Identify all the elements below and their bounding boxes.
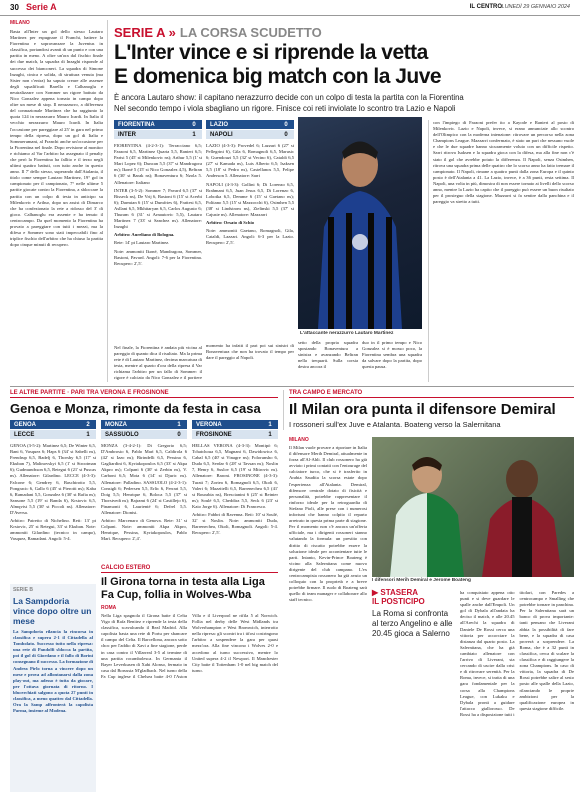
mercato-subhead: I rossoneri sull'ex Juve e Atalanta. Boateng verso la Salernitana	[289, 420, 501, 429]
away-team: SASSUOLO	[105, 432, 139, 438]
photo-text-1: momento ha infatti il pari poi sui sinistri di Bonaventura che non ha trovato il tempo per dare il pareggio al Napoli.	[206, 343, 294, 361]
lautaro-photo	[298, 117, 422, 329]
stasera-box	[372, 588, 456, 793]
main-headline-2: E domenica big match con la Juve	[114, 65, 442, 88]
genoa-lineups: GENOA (3-5-2): Martinez 6,5; De Winter 6,5, Bani 6, Vasquez 6; Haps 6 (34' st Sabelli ns), Frendrup 6,5, Badelj 6, Thorsby 6,5 (17' st Ekuban 7), Malinovskyi 6,5 (1' st Strootman 6); Gudmundsson 6,5, Retegui 6 (21' st Puscas ns). Allenatore: Gilardino. LECCE (4-3-3): Falcone 6; Gendrey 6, Baschirotto 5,5, Pongracic 6, Gallo 6 (45' st Pierotti ns); Kaba 6, Ramadani 5,5, Gonzalez 6 (30' st Rafia ns); Sansone 5,5 (19' st Banda 6), Krstovic 6,5, Almqvist 5,5 (30' st Piccoli ns). Allenatore: D'Aversa.	[10, 443, 96, 516]
lineup-fiorentina: FIORENTINA (4-2-3-1): Terracciano 6,5; Faraoni 6,5, Martinez Quarta 5,5, Ranieri 6,5; Parisi 5 (45' st Milenkovic ns); Arthur 5,5 (1' st Mari Lopez 6); Duncan 5,5 (37' st Mandragora ns); Ikoné 5 (15' st Nico Gonzalez 4,5), Beltran 6 (30' st Barak ns); Bonaventura 6; Nzola 5. Allenatore: Italiano	[114, 143, 202, 185]
score-home-row	[101, 420, 187, 430]
score-away-row	[206, 130, 294, 140]
stasera-title: IL POSTICIPO	[372, 597, 425, 606]
kicker: SERIE A »	[114, 25, 176, 40]
mid-narrative: Nel finale, la Fiorentina è andata più vicina al pareggio di quanto dica il risultato. Ma la prima rete è di Lautaro Martinez, decima marcatura di testa, mentre al quarto d'ora della ripresa il Var richiama l'arbitro per un fallo di Sommer: il rigore è calciato da Nico Gonzalez e il portiere	[114, 345, 202, 381]
mercato-header	[283, 390, 574, 430]
calcio-estero-dateline: ROMA	[101, 605, 117, 611]
score-home-row	[114, 120, 202, 130]
section-divider	[10, 386, 574, 387]
verona-lineups: HELLAS VERONA (4-3-3): Montipò 6; Tchatchoua 6,5, Magnani 6, Dawidowicz 6, Cabal 6,5 (40' st Vinagre ns); Folorunsho 6, Duda 6,5, Serdar 6 (28' st Tavsan ns); Noslin 7, Henry 6, Suslov 6,5 (19' st Mitrovic ns). Allenatore: Baroni. FROSINONE (4-3-3): Turati 7; Zortea 6, Romagnoli 6,5, Okoli 6, Valeri 6; Mazzitelli 6,5, Barrenechea 6,5 (41' st Bourabia ns), Brescianini 6 (25' st Reinier ns); Soulé 6,5, Cheddira 5,5, Seck 6 (23' st Kaio Jorge 6). Allenatore: Di Francesco.	[192, 443, 278, 509]
serie-b-text: La Sampdoria rilancia la rincorsa in classifica e supera 2-1 il Cittadella al Tombolato. Successo tutto nella ripresa: una rete di Pandolfi sblocca la partita, poi il gol di Giordano e il fallo di Borini consegnano il successo. La formazione di Andrea Pirlo torna a vincere dopo un mese e prova ad allontanarsi dalla zona play-out, ma adesso è tutta da giocare, per l'ottava giornata di ritorno. I blucerchiati salgono a quota 27 punti in classifica, a meno quattro dal Cittadella. Ora la Samp affronterà la capolista Parma, insieme al Modena.	[13, 629, 93, 714]
stasera-tag-label: STASERA	[380, 588, 419, 597]
away-score: 1	[268, 432, 272, 438]
page-header	[0, 0, 580, 16]
monza-lineups: MONZA (3-4-2-1): Di Gregorio 6,5; D'Ambrosio 6, Pablo Marì 6,5, Caldirola 6 (42' st Izzo ns); Birindelli 6,5, Pessina 6, Gagliardini 6, Kyriakopoulos 6,5 (33' st Akpa Akpro ns); Colpani 6 (30' st Zerbin ns), V. Carboni 6,5; Mota 6 (14' st Djuric ns). Allenatore: Palladino. SASSUOLO (4-2-3-1): Consigli 6; Pedersen 5,5, Erlic 6, Ferrari 5,5, Doig 5,5; Henrique 6, Boloca 5,5 (37' st Thorstvedt ns); Bajrami 6 (24' st Castillejo 6), Pinamonti 6, Laurienté 6; Defrel 5,5. Allenatore: Dionisi.	[101, 443, 187, 516]
monza-notes: Arbitro: Marcenaro di Genova. Rete: 31' st Colpani. Note: ammoniti Akpa Akpro, Henrique, Pessina, Kyriakopoulos, Pablo Marì. Recupero: 2',4'.	[101, 518, 187, 542]
score-away-row	[114, 130, 202, 140]
lautaro-photo-caption: L'attaccante nerazzurro Lautaro Martinez	[300, 331, 394, 336]
match-notes: Note: ammoniti Ikoné, Mandragora, Sommer, Bastoni, Pavard. Angoli: 7-6 per la Fiorentina. Recupero: 2',5'.	[114, 248, 202, 266]
away-score: 1	[192, 132, 196, 138]
stasera-tag	[372, 588, 456, 597]
genoa-notes: Arbitro: Pairetto di Nichelino. Reti: 13' pt Krstovic, 25' st Retegui, 33' st Ekuban. Note: ammoniti Gilardino (tecnico in campo), Vasquez, Ramadani. Angoli: 5-4.	[10, 518, 96, 542]
lineup-lazio: LAZIO (4-3-3): Provedel 6; Lazzari 6 (27' st Pellegrini 6), Gila 6, Romagnoli 6,5, Marusic 6; Guendouzi 5,5 (32' st Vecino 6), Cataldi 6,5 (27' st Kamada ns), Luis Alberto 6,5; Isaksen 5,5 (18' st Pedro ns), Castellanos 5,5, Felipe Anderson 5. Allenatore: Sarri	[206, 143, 294, 179]
home-score: 0	[192, 122, 196, 128]
score-box-lazio-napoli	[206, 120, 294, 140]
players-figure-icon	[372, 437, 574, 577]
lazio-napoli-lineups	[206, 143, 294, 343]
away-score: 0	[177, 432, 181, 438]
other-matches-section	[10, 390, 278, 416]
home-score: 1	[177, 422, 181, 428]
left-column-text: Basta all'Inter un gol dello stesso Lautaro Martinez per espugnare il Franchi, battere la Fiorentina e sopravanzare la Juventus in classifica, portandosi avanti di un punto e con una partita in meno. A oltre un'ora dal fischio finale dei due match, la squadra di Inzaghi risponde al successo dei bianconeri. La squadra di Simone Inzaghi, cinica e solida, di struttura venuta (ma Sister non c'entra) ha saputo creare alle assenze degli squalificati Barella e Calhanoglu e neutralizzare con Sommer un rigore battuto da Nico Gonzalez appena tornato in campo dopo oltre un mese di stop. Il nerazzurro, a differenza del connazionale Martinez che ha raggiunto la quota 124 in nerazzurro Mauro Icardi. In Italia il vecchio nerazzurro Mauro Icardi. In Italia l'occasione per pareggiare al 25' in gara nel primo tempo della ripresa, dopo un gol di Italia e Sommerumani, al Franchi anche un'occasione per la Fiorentina nel finale. Dopo revisione al monitor e richiamo al Var l'arbitro ha assegnato il penalty che però la Fiorentina ha fallito e il terzo negli ultimi quattro battuti, con tutto anche in questo anno. Il 7' dello stesso, superando dall'Atalanta, il titolo come sempre Lautaro Martinez, 19° gol in campionato per il campionato, 7° nelle ultime 5 partite giocate contro la Fiorentina, a sbloccare la partita con un colpo di testa in anticipo su Milenkovic e Arthur, dopo un assist di Dimarco che ha confezionato la rete a ridosso del 3' di gioco. Calhanoglu era assente e ha tenuto il centrocampo. Da quel momento la Fiorentina ha provato a pareggiare con tutti i mezzi, ma la difesa e Sommer sono stati impeccabili fino al triplice fischio dell'arbitro che ha chiuso la partita dopo cinque minuti di recupero.	[10, 29, 103, 248]
photo-text-3: duo in il primo tempo e Nico Gonzalez si è mosso poco, la Fiorentina sembra una squadra da salvare dopo la partita, dopo questa pausa.	[362, 340, 422, 370]
score-away-row	[192, 430, 278, 440]
home-team: LAZIO	[210, 122, 228, 128]
home-score: 1	[268, 422, 272, 428]
verona-frosinone-report	[192, 443, 278, 563]
home-team: MONZA	[105, 422, 127, 428]
other-matches-tag: LE ALTRE PARTITE · PARI TRA VERONA E FROSINONE	[10, 390, 278, 398]
away-team: LECCE	[14, 432, 35, 438]
score-box-fiorentina-inter	[114, 120, 202, 140]
genoa-lecce-report	[10, 443, 96, 578]
away-score: 1	[86, 432, 90, 438]
score-away-row	[101, 430, 187, 440]
lead-line-2: Nel secondo tempo i viola sbagliano un rigore. Finisce coi reti inviolate lo scontro tra Lazio e Napoli	[114, 104, 456, 113]
away-team: FROSINONE	[196, 432, 232, 438]
verona-notes: Arbitro: Fabbri di Ravenna. Reti: 10' st Soulé, 32' st Noslin. Note: ammoniti Duda, Barrenechea, Okoli, Romagnoli. Angoli: 5-4. Recupero: 2',5'.	[192, 512, 278, 536]
photo-text-2: setto della propria squadra spostando Bonaventura a sinistra e avanzando Beltran nella trequarti. Sulla corsia destra ancora il	[298, 340, 358, 370]
kicker-sub: LA CORSA SCUDETTO	[179, 25, 322, 40]
home-team: GENOA	[14, 422, 37, 428]
referee: Arbitro: Orsato di Schio	[206, 220, 255, 226]
mercato-headline: Il Milan ora punta il difensore Demiral	[289, 401, 556, 418]
main-story-kicker	[114, 24, 574, 42]
page-number: 30	[10, 3, 19, 12]
home-score: 2	[86, 422, 90, 428]
home-team: VERONA	[196, 422, 222, 428]
score-home-row	[10, 420, 96, 430]
right-column-text: con l'impiego di Faraoni prefer ito a Kayode e Ranieri al posto di Milenkovic. Lazio e Napoli, invece, si erano annunciate allo scontro dell'Olimpico con la moderna intenzione: ritrovare un percorso nella zona Champions League. Mazzarri confermato, è stato un pari che nessuno vuole e che le due squadre hanno sicuramente voluto con un difficile rispetto. Sarri ritrova Isaksen e la squadra gioca con la difesa, ma alla fine non c'è stato il gol che avrebbe potuto la differenza. Il Napoli, senza Osimhen, ritrova una squadra prima delle quattro che lo scorso anno ha fatto tremare il campionato. Il Napoli, rimane a quattro punti dalla zona Europa e il quinto posto è dell'Atalanta a 41. La Lazio, invece, è a 36 punti, resta settima. Il Napoli, una volta in più, dimostra di non essere tornato ai livelli dello scorso anno, mentre la Lazio ha capito che il pareggio può essere un buon risultato per il prosieguo della stagione. Mazzarri si fa sentire dalla panchina e il pareggio va stretto a tutti.	[428, 120, 574, 382]
home-team: FIORENTINA	[118, 122, 155, 128]
main-headline-1: L'Inter vince e si riprende la vetta	[114, 41, 428, 64]
lead-line-1: È ancora Lautaro show: il capitano nerazzurro decide con un colpo di testa la partita con la Fiorentina	[114, 93, 464, 102]
lineup-inter: INTER (3-5-2): Sommer 7; Pavard 6,5 (37' st Bisseck ns), De Vrij 6, Bastoni 6 (15' st Acerbi 6); Darmian 6 (15' st Dumfries 6), Frattesi 6,5, Asllani 6,5, Mkhitaryan 6,5, Carlos Augusto 6; Thuram 6 (31' st Arnautovic 5,5), Lautaro Martinez 7 (33' st Sanchez ns). Allenatore: Inzaghi	[114, 187, 202, 230]
away-team: INTER	[118, 132, 136, 138]
stasera-text: La Roma si confronta al terzo Angelino e alle 20.45 gioca a Salerno	[372, 609, 453, 638]
fiorentina-inter-lineups	[114, 143, 202, 345]
mercato-dateline: MILANO	[289, 437, 309, 443]
section-title: Serie A	[26, 2, 57, 12]
lineup-napoli: NAPOLI (4-3-3): Gollini 6; Di Lorenzo 6,5, Rrahmani 6,5, Juan Jesus 6,5, Di Lorenzo 6, Lobotka 6,5, Demme 6 (15' st Gaetano ns); Politano 5,5 (15' st Mazzocchi 6), Osimhen 5,5 (38' st Lindstrom ns), Zielinski 5,5 (37' st Cajuste ns). Allenatore: Mazzarri	[206, 181, 294, 218]
score-box-genoa-lecce	[10, 420, 96, 440]
serie-b-tag: SERIE B	[13, 587, 34, 593]
away-score: 0	[284, 132, 288, 138]
mercato-text: Il Milan vuole provare a riportare in Italia il difensore Merih Demiral, attualmente in forza all'Al-Ahli. Il club rossonero ha già avviato i primi contatti con l'entourage del calciatore turco, che si è trasferito in Arabia Saudita la scorsa estate dopo l'esperienza all'Atalanta. Demiral, difensore centrale dotato di fisicità e personalità, potrebbe rappresentare il rinforzo ideale per la retroguardia di Stefano Pioli, alle prese con i numerosi infortuni che hanno colpito il reparto arretrato in questa prima parte di stagione. Per il momento non c'è ancora un'offerta ufficiale, ma i dirigenti rossoneri stanno valutando la formula: un prestito con diritto di riscatto potrebbe essere la soluzione ideale per accontentare tutte le parti. Intanto, Kevin-Prince Boateng è vicino alla Salernitana come nuovo dirigente del club campano. L'ex centrocampista rossonero ha già avuto un colloquio con la proprietà e a breve potrebbe firmare. Il ruolo di Boateng sarà quello di team manager e collaborare allo staff tecnico.	[289, 445, 367, 603]
demiral-photo-caption: I difensori Merih Demiral e Jerome Boateng	[372, 578, 471, 583]
player-figure-icon	[298, 117, 422, 329]
calcio-estero-tag: CALCIO ESTERO	[101, 565, 278, 573]
newspaper-brand: IL CENTRO	[469, 4, 502, 10]
score-home-row	[206, 120, 294, 130]
issue-date: LUNEDÌ 29 GENNAIO 2024	[501, 4, 570, 10]
arrow-right-icon: ▶	[372, 588, 381, 597]
serie-b-box	[10, 584, 96, 792]
score-box-monza-sassuolo	[101, 420, 187, 440]
demiral-boateng-photo	[372, 437, 574, 577]
away-team: NAPOLI	[210, 132, 233, 138]
calcio-estero-headline: Il Girona torna in testa alla Liga Fa Cup, follia in Wolves-Wba	[101, 576, 265, 601]
monza-sassuolo-report	[101, 443, 187, 578]
goals: Rete: 14' pt Lautaro Martinez.	[114, 240, 170, 246]
calcio-estero-text: Nella Liga spagnola il Girona batte il Celta Vigo di Rafa Benitez e riprende la testa della classifica, scavalcando il Real Madrid. Alla capolista basta una rete di Portu per sbancare il campo del Celta. Il Barcellona, ancora sotto choc per l'addio di Xavi a fine stagione, perde in casa contro il Villarreal 3-5 al termine di una partita rocambolesca. In Germania il Bayer Leverkusen di Xabi Alonso, fermato in casa dal Borussia M'gladbach. Nel turno della Fa Cup inglese il Chelsea batte 4-0 l'Aston Villa e il Liverpool ne rifila 5 al Norwich. Follia nel derby delle West Midlands tra Wolverhampton e West Bromwich, interrotto nella ripresa: gli scontri tra i tifosi costringono l'arbitro a sospendere la gara per quasi mezz'ora. Alla fine vincono i Wolves 2-0 e accedono al turno successivo, mentre lo United supera 4-2 il Newport. Il Manchester City batte il Tottenham 1-0 nel big match del turno.	[101, 613, 278, 679]
left-column-tag: MILANO	[10, 20, 30, 26]
mercato-tag: TRA CAMPO E MERCATO	[289, 390, 574, 398]
other-matches-headline: Genoa e Monza, rimonte da festa in casa	[10, 401, 261, 416]
score-away-row	[10, 430, 96, 440]
score-box-verona-frosinone	[192, 420, 278, 440]
referee: Arbitro: Aureliano di Bologna.	[114, 232, 175, 238]
home-score: 0	[284, 122, 288, 128]
serie-b-headline: La Sampdoria vince dopo oltre un mese	[13, 596, 92, 626]
calcio-estero-header	[101, 565, 278, 611]
score-home-row	[192, 420, 278, 430]
left-column	[10, 20, 108, 382]
match-notes: Note: ammoniti Gaetano, Romagnoli, Gila, Cataldi, Lazzari. Angoli: 6-3 per la Lazio. Recupero: 2',5'.	[206, 228, 294, 246]
mercato-right-text: ha conquistato appena otto punti e si deve guardare le spalle anche dall'Empoli. Un gol di Dybala all'andata ha deciso il match, e alle 20.45 all'Arechi la squadra di Daniele De Rossi cerca una vittoria per accorciare la distanza dal quarto posto. La Salernitana, che ha già cambiato allenatore con l'arrivo di Liverani, sta cercando di uscire dalla crisi e di ritrovare serenità. Per la Roma, invece, si tratta di una gara fondamentale per la corsa alla Champions League, con Lukaku e Dybala pronti a guidare l'attacco giallorosso. De Rossi ha a disposizione tutti i titolari, con Paredes a centrocampo e Smalling che potrebbe tornare in panchina. Per la Salernitana sarà un banco di prova importante: tanti pensano che Liverani abbia la possibilità di fare bene, e la squadra di casa proverà a sorprendere. La Roma, che è a 32 punti in classifica, cerca di scalare la classifica e di raggiungere la zona Champions. In caso di vittoria, la squadra di De Rossi potrebbe salire al sesto posto alle spalle della Lazio, rilanciando le proprie ambizioni per la qualificazione europea in questa stagione difficile.	[460, 590, 574, 717]
